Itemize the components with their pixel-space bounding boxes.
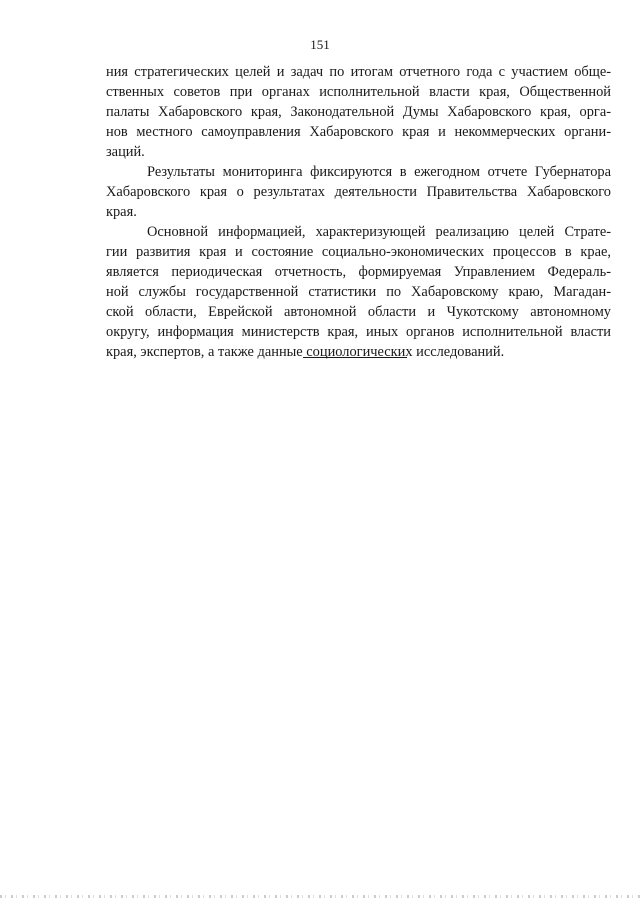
scan-noise-strip — [0, 895, 640, 898]
paragraph-3-line-6: округу, информация министерств края, иных органов исполнительной власти — [106, 324, 611, 340]
paragraph-3-line-3: является периодическая отчетность, формируемая Управлением Федераль- — [106, 264, 611, 280]
page-number: 151 — [310, 37, 330, 52]
paragraph-1-line-3: палаты Хабаровского края, Законодательной Думы Хабаровского края, орга- — [106, 104, 611, 120]
paragraph-3-line-5: ской области, Еврейской автономной области и Чукотскому автономному — [106, 304, 611, 320]
paragraph-1-line-5: заций. — [106, 144, 145, 160]
paragraph-3-line-7: края, экспертов, а также данные социологических исследований. — [106, 344, 505, 360]
paragraph-2-line-3: края. — [106, 204, 137, 220]
paragraph-3-line-4: ной службы государственной статистики по Хабаровскому краю, Магадан- — [106, 284, 611, 300]
paragraph-2-line-1: Результаты мониторинга фиксируются в ежегодном отчете Губернатора — [147, 164, 611, 180]
paragraph-1-line-1: ния стратегических целей и задач по итогам отчетного года с участием обще- — [106, 64, 611, 80]
paragraph-3-line-2: гии развития края и состояние социально-экономических процессов в крае, — [106, 244, 611, 260]
end-separator-line — [303, 357, 407, 358]
paragraph-3-line-1: Основной информацией, характеризующей реализацию целей Страте- — [147, 224, 611, 240]
paragraph-1-line-4: нов местного самоуправления Хабаровского края и некоммерческих органи- — [106, 124, 611, 140]
paragraph-2-line-2: Хабаровского края о результатах деятельности Правительства Хабаровского — [106, 184, 611, 200]
paragraph-1-line-2: ственных советов при органах исполнительной власти края, Общественной — [106, 84, 611, 100]
